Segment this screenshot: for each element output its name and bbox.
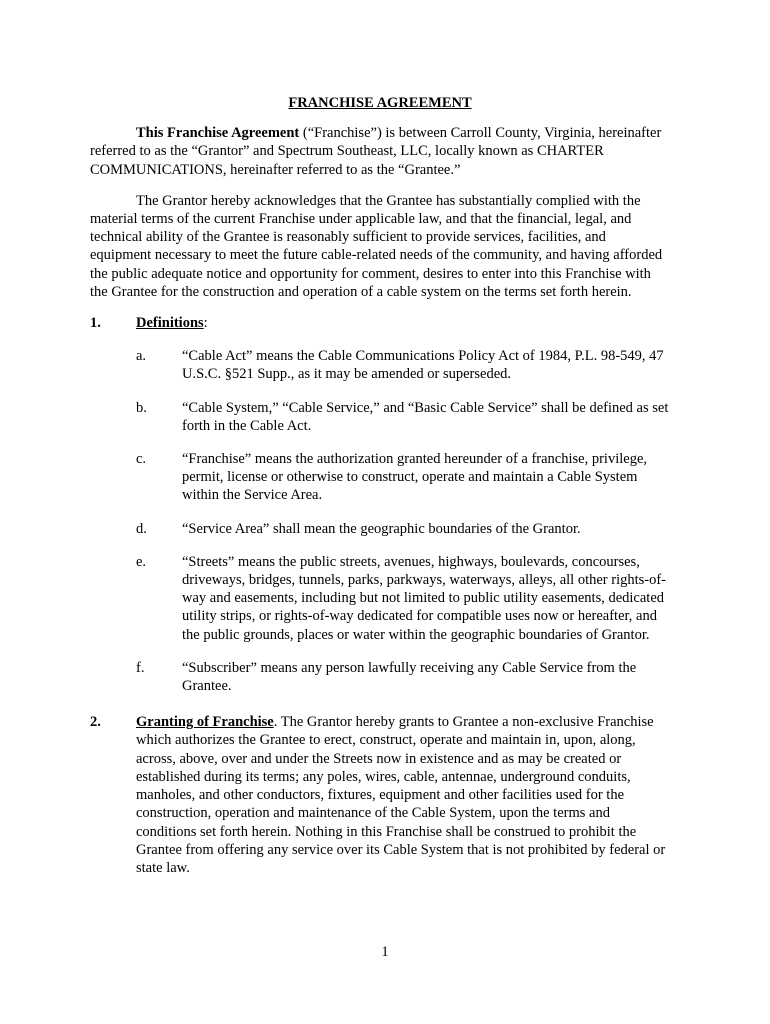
section-definitions <box>90 314 670 332</box>
definition-text: “Subscriber” means any person lawfully receiving any Cable Service from the Grantee. <box>182 659 637 695</box>
definition-text: “Service Area” shall mean the geographic boundaries of the Grantor. <box>182 520 581 537</box>
definition-text: “Cable System,” “Cable Service,” and “Basic Cable Service” shall be defined as set forth in the Cable Act. <box>182 399 669 434</box>
section-body: . The Grantor hereby grants to Grantee a non-exclusive Franchise which authorizes the Grantee to erect, construct, operate and maintain in, upon, along, across, above, over and under the Streets now in existence and as may be created or established during its terms; any poles, wires, cable, antennae, underground conduits, manholes, and other conductors, fixtures, equipment and other facilities used for the construction, operation and maintenance of the Cable System, upon the terms and conditions set forth herein. Nothing in this Franchise shall be construed to prohibit the Grantee from offering any service over its Cable System that is not prohibited by federal or state law. <box>136 714 666 876</box>
definition-letter: c. <box>136 451 147 468</box>
intro-text: (“Franchise”) is between Carroll County, Virginia, hereinafter referred to as the “Grantor” and Spectrum Southeast, LLC, locally known as CHARTER COMMUNICATIONS, hereinafter referred to as the “Grantee.” <box>90 125 662 178</box>
definition-text: “Franchise” means the authorization granted hereunder of a franchise, privilege, permit, license or otherwise to construct, operate and maintain a Cable System within the Service Area. <box>182 451 648 504</box>
definition-item <box>90 520 670 538</box>
definition-item <box>90 450 670 505</box>
section-heading: Granting of Franchise <box>136 714 274 731</box>
section-number: 1. <box>90 315 101 332</box>
definition-item <box>90 553 670 644</box>
intro-bold-lead: This Franchise Agreement <box>136 125 300 142</box>
document-title: FRANCHISE AGREEMENT <box>288 95 472 111</box>
page-number: 1 <box>381 944 389 960</box>
section-heading-colon: : <box>203 315 208 332</box>
definition-letter: d. <box>136 520 147 537</box>
definition-letter: f. <box>136 659 145 676</box>
section-granting <box>90 713 670 877</box>
definitions-list <box>90 347 670 695</box>
definition-item <box>90 399 670 435</box>
definition-item <box>90 347 670 383</box>
acknowledgment-paragraph: The Grantor hereby acknowledges that the Grantee has substantially complied with the material terms of the current Franchise under applicable law, and that the financial, legal, and technical ability of the Grantee is reasonably sufficient to provide services, facilities, and equipment necessary to meet the future cable-related needs of the community, and having afforded the public adequate notice and opportunity for comment, desires to enter into this Franchise with the Grantee for the construction and operation of a cable system on the terms set forth herein. <box>90 192 663 300</box>
definition-item <box>90 659 670 695</box>
definition-letter: b. <box>136 399 147 416</box>
definition-letter: e. <box>136 553 147 570</box>
intro-paragraph <box>90 124 670 179</box>
definition-text: “Streets” means the public streets, avenues, highways, boulevards, concourses, driveways, bridges, tunnels, parks, parkways, waterways, alleys, all other rights-of-way and easements, including but not limited to public utility easements, dedicated utility strips, or rights-of-way dedicated for compatible uses now or hereafter, and the public grounds, places or water within the geographic boundaries of Grantor. <box>182 553 667 643</box>
definition-text: “Cable Act” means the Cable Communications Policy Act of 1984, P.L. 98-549, 47 U.S.C. §521 Supp., as it may be amended or superseded. <box>182 348 664 383</box>
definition-letter: a. <box>136 348 147 365</box>
section-heading: Definitions <box>136 315 204 332</box>
section-number: 2. <box>90 714 101 731</box>
